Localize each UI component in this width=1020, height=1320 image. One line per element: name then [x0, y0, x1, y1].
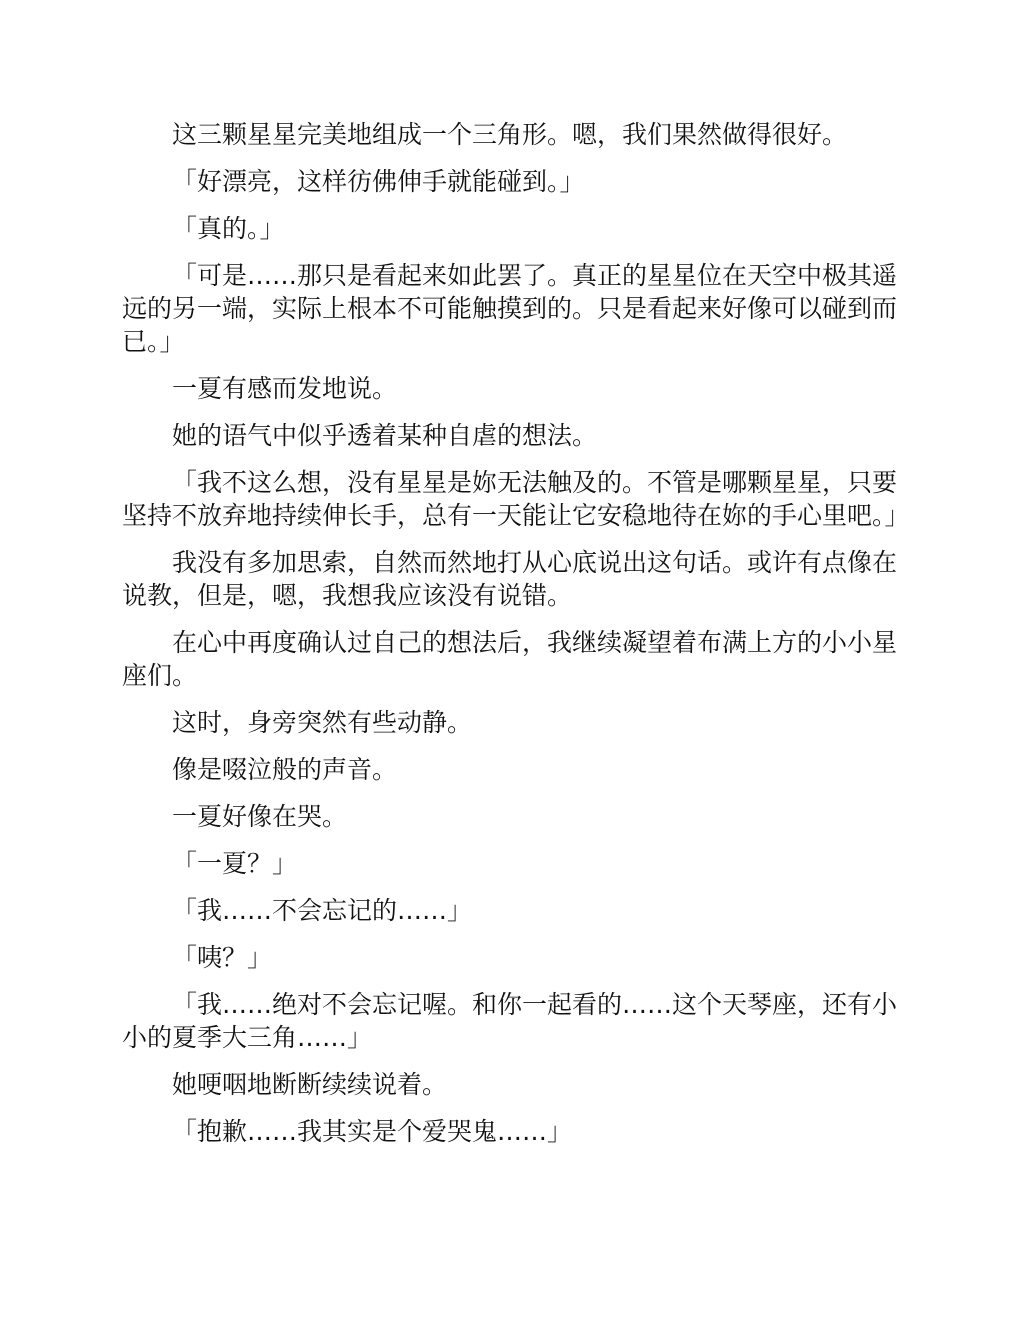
paragraph: 「好漂亮，这样彷佛伸手就能碰到。」	[172, 167, 585, 196]
paragraph: 我没有多加思索，自然而然地打从心底说出这句话。或许有点像在说教，但是，嗯，我想我应该没有说错。	[122, 548, 898, 610]
paragraph: 一夏有感而发地说。	[172, 374, 398, 403]
paragraph: 「抱歉……我其实是个爱哭鬼……」	[172, 1117, 573, 1146]
paragraph: 「我不这么想，没有星星是妳无法触及的。不管是哪颗星星，只要坚持不放弃地持续伸长手，总有一天能让它安稳地待在妳的手心里吧。」	[122, 468, 910, 530]
paragraph: 她哽咽地断断续续说着。	[172, 1070, 448, 1099]
paragraph: 这时，身旁突然有些动静。	[172, 708, 473, 737]
document-page	[122, 118, 910, 1162]
paragraph: 「我……绝对不会忘记喔。和你一起看的……这个天琴座，还有小小的夏季大三角……」	[122, 990, 898, 1052]
paragraph: 她的语气中似乎透着某种自虐的想法。	[172, 421, 598, 450]
paragraph: 「可是……那只是看起来如此罢了。真正的星星位在天空中极其遥远的另一端，实际上根本不可能触摸到的。只是看起来好像可以碰到而已。」	[122, 261, 898, 356]
paragraph: 像是啜泣般的声音。	[172, 755, 398, 784]
paragraph: 一夏好像在哭。	[172, 802, 348, 831]
paragraph: 「真的。」	[172, 214, 285, 243]
paragraph: 这三颗星星完美地组成一个三角形。嗯，我们果然做得很好。	[172, 120, 848, 149]
paragraph: 「一夏？」	[172, 849, 298, 878]
paragraph: 「咦？」	[172, 943, 273, 972]
paragraph: 在心中再度确认过自己的想法后，我继续凝望着布满上方的小小星座们。	[122, 628, 898, 690]
paragraph: 「我……不会忘记的……」	[172, 896, 473, 925]
